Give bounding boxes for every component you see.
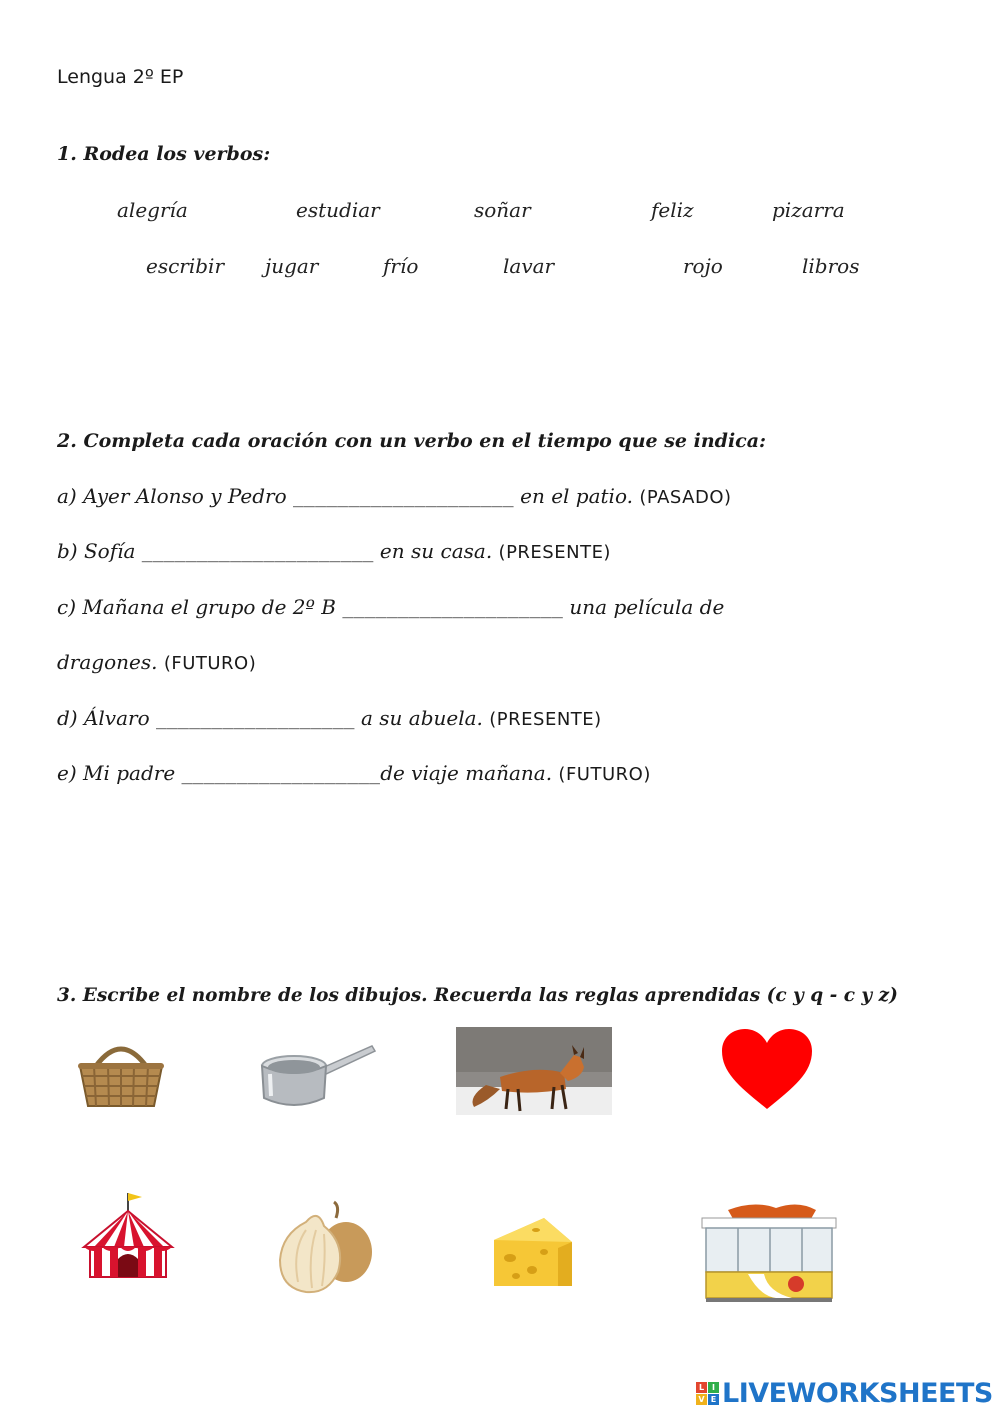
verb-option[interactable]: libros <box>802 254 860 278</box>
sentence-text: en su casa. <box>373 539 499 563</box>
sentence-text: c) Mañana el grupo de 2º B <box>57 595 343 619</box>
exercise-3-heading: 3. Escribe el nombre de los dibujos. Recuerda las reglas aprendidas (c y q - c y z) <box>57 985 898 1006</box>
verb-option[interactable]: alegría <box>117 198 188 222</box>
sentence-c <box>57 595 724 619</box>
cheese-icon <box>488 1212 576 1290</box>
verb-option[interactable]: estudiar <box>296 198 380 222</box>
sentence-text: e) Mi padre <box>57 761 182 785</box>
logo-letter: E <box>708 1394 719 1405</box>
answer-blank[interactable]: __________________ <box>155 709 355 730</box>
verb-option[interactable]: frío <box>383 254 419 278</box>
liveworksheets-logo <box>696 1377 993 1409</box>
sentence-text: d) Álvaro <box>57 706 156 730</box>
exercise-1-heading: 1. Rodea los verbos: <box>57 143 271 165</box>
sentence-text: en el patio. <box>513 484 640 508</box>
tense-tag: (PRESENTE) <box>489 709 602 730</box>
verb-option[interactable]: pizarra <box>772 198 845 222</box>
logo-letter: I <box>708 1382 719 1393</box>
sentence-text: de viaje mañana. <box>380 761 559 785</box>
tense-tag: (FUTURO) <box>558 764 651 785</box>
sentence-text: b) Sofía <box>57 539 142 563</box>
exercise-2-heading: 2. Completa cada oración con un verbo en el tiempo que se indica: <box>57 430 767 452</box>
tense-tag: (PRESENTE) <box>498 542 611 563</box>
onion-icon <box>276 1200 376 1296</box>
kiosk-icon <box>698 1198 840 1304</box>
sentence-c-continued <box>57 650 256 674</box>
logo-letter: V <box>696 1394 707 1405</box>
heart-icon <box>720 1027 814 1111</box>
sentence-text: a) Ayer Alonso y Pedro <box>57 484 294 508</box>
sentence-text: a su abuela. <box>354 706 490 730</box>
basket-icon <box>74 1038 168 1110</box>
answer-blank[interactable]: ____________________ <box>342 598 564 619</box>
circus-tent-icon <box>80 1189 176 1281</box>
verb-option[interactable]: jugar <box>265 254 319 278</box>
sentence-d <box>57 706 602 730</box>
logo-mark <box>696 1382 719 1405</box>
sentence-e <box>57 761 651 785</box>
sentence-b <box>57 539 611 563</box>
answer-blank[interactable]: __________________ <box>181 764 381 785</box>
logo-letter: L <box>696 1382 707 1393</box>
brand-name: LIVEWORKSHEETS <box>722 1377 993 1409</box>
answer-blank[interactable]: _____________________ <box>141 542 374 563</box>
verb-option[interactable]: escribir <box>146 254 225 278</box>
verb-option[interactable]: feliz <box>651 198 694 222</box>
answer-blank[interactable]: ____________________ <box>293 487 514 508</box>
sentence-text: una película de <box>563 595 725 619</box>
sentence-text: dragones. <box>57 650 164 674</box>
fox-icon <box>456 1027 612 1115</box>
tense-tag: (FUTURO) <box>163 653 257 674</box>
sentence-a <box>57 484 732 508</box>
saucepan-icon <box>258 1040 378 1112</box>
tense-tag: (PASADO) <box>639 487 732 508</box>
verb-option[interactable]: lavar <box>503 254 555 278</box>
page-title: Lengua 2º EP <box>57 66 184 88</box>
verb-option[interactable]: soñar <box>474 198 531 222</box>
verb-option[interactable]: rojo <box>683 254 723 278</box>
